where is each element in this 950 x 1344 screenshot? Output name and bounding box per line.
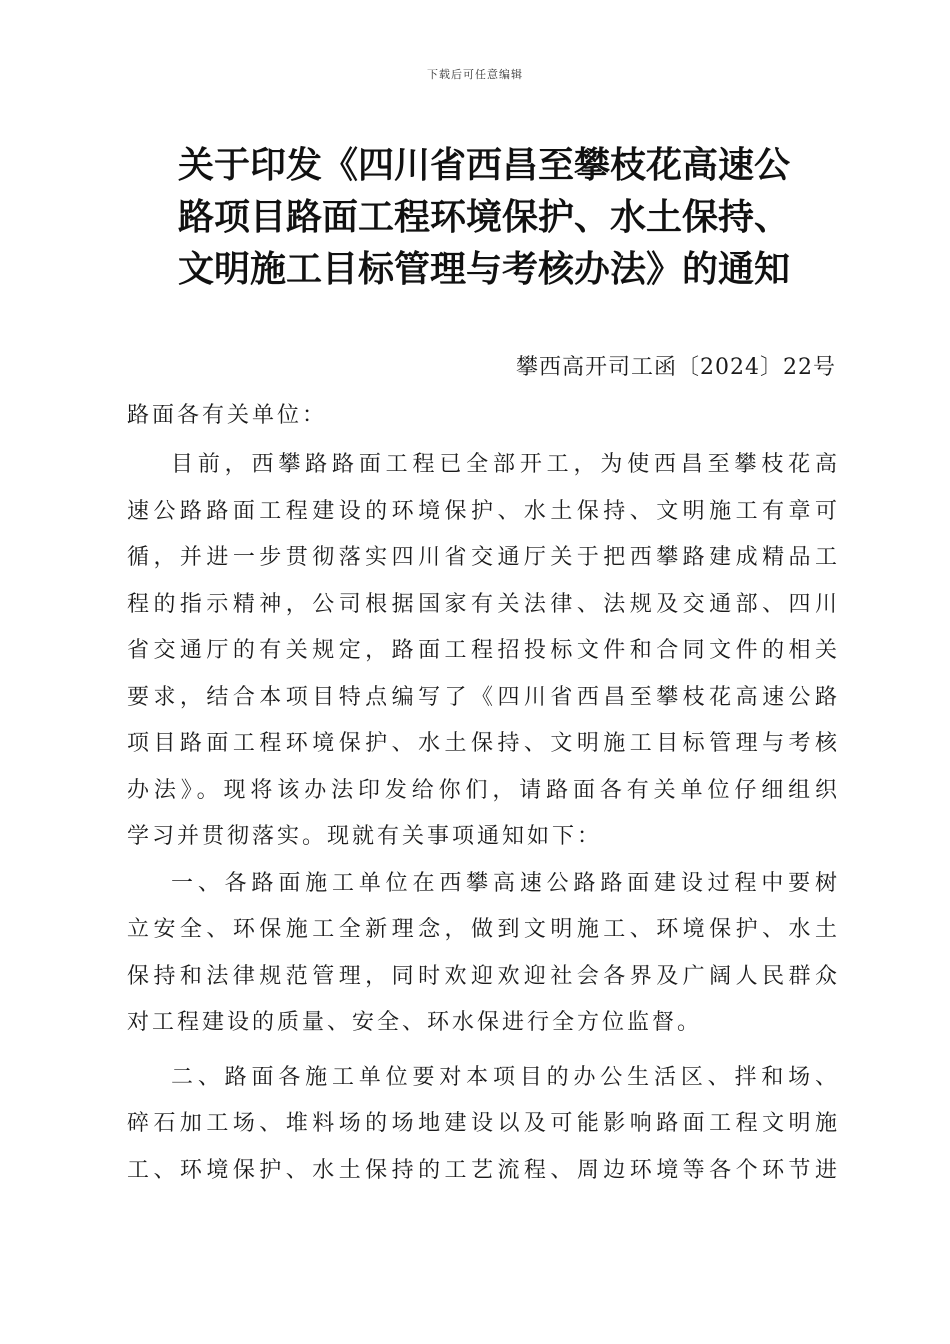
document-body [127,442,837,1194]
paragraph [127,861,837,1047]
document-number: 攀西高开司工函〔2024〕22号 [516,355,836,380]
paragraph [127,442,837,861]
paragraph-gap [127,1047,837,1055]
text-line: 立安全、环保施工全新理念，做到文明施工、环境保护、水土 [127,917,837,942]
text-line: 碎石加工场、堆料场的场地建设以及可能影响路面工程文明施 [127,1111,837,1136]
title-line: 文明施工目标管理与考核办法》的通知 [178,249,791,290]
title-line: 关于印发《四川省西昌至攀枝花高速公 [178,145,791,186]
text-line: 要求，结合本项目特点编写了《四川省西昌至攀枝花高速公路 [127,684,837,710]
text-line: 项目路面工程环境保护、水土保持、文明施工目标管理与考核 [127,731,837,756]
document-title [178,140,798,296]
header-note: 下载后可任意编辑 [427,68,523,81]
text-line: 省交通厅的有关规定，路面工程招投标文件和合同文件的相关 [127,638,837,663]
text-line: 一、各路面施工单位在西攀高速公路路面建设过程中要树 [171,870,837,896]
text-line: 保持和法律规范管理，同时欢迎欢迎社会各界及广阔人民群众 [127,963,837,989]
text-line: 循，并进一步贯彻落实四川省交通厅关于把西攀路建成精品工 [127,545,837,570]
salutation: 路面各有关单位： [127,403,328,428]
text-line: 工、环境保护、水土保持的工艺流程、周边环境等各个环节进 [127,1157,837,1183]
text-line: 办法》。现将该办法印发给你们，请路面各有关单位仔细组织 [127,777,837,803]
text-line: 目前，西攀路路面工程已全部开工，为使西昌至攀枝花高 [171,452,837,477]
text-line: 对工程建设的质量、安全、环水保进行全方位监督。 [127,1010,703,1035]
title-line: 路项目路面工程环境保护、水土保持、 [178,197,791,238]
text-line: 二、路面各施工单位要对本项目的办公生活区、拌和场、 [171,1064,837,1090]
text-line: 学习并贯彻落实。现就有关事项通知如下： [127,824,603,849]
text-line: 程的指示精神，公司根据国家有关法律、法规及交通部、四川 [127,591,837,617]
paragraph [127,1055,837,1195]
text-line: 速公路路面工程建设的环境保护、水土保持、文明施工有章可 [127,498,837,524]
